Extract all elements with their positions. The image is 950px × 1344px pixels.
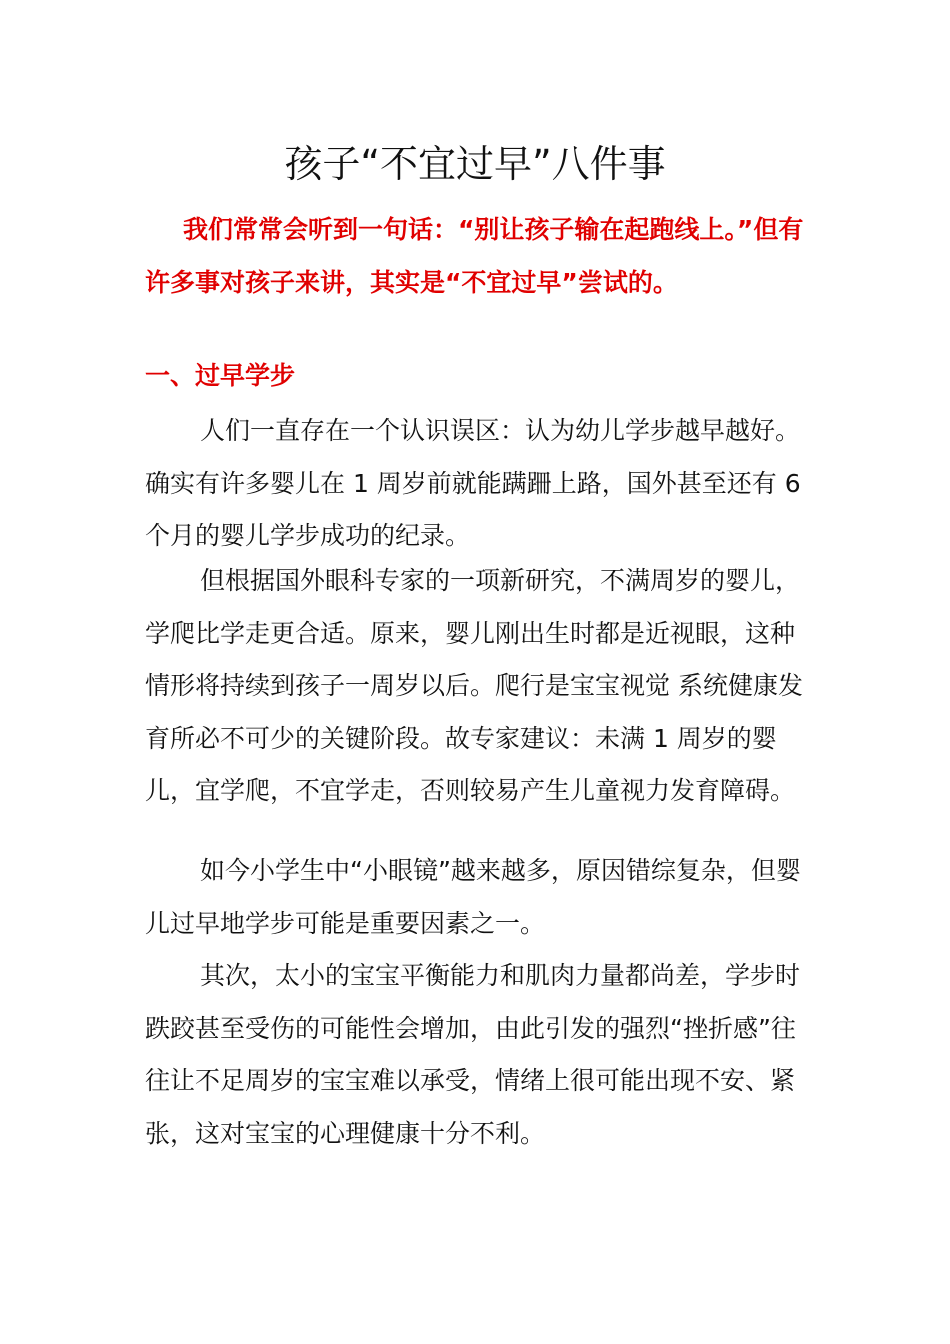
paragraph-text: 人们一直存在一个认识误区：认为幼儿学步越早越好。确实有许多婴儿在 1 周岁前就能蹒跚上路，国外甚至还有 6 个月的婴儿学步成功的纪录。 <box>145 416 801 550</box>
section-heading: 一、过早学步 <box>145 361 296 390</box>
paragraph-text: 如今小学生中“小眼镜”越来越多，原因错综复杂，但婴儿过早地学步可能是重要因素之一。 <box>145 856 801 938</box>
body-paragraph-2 <box>145 555 810 818</box>
body-paragraph-3 <box>145 845 810 950</box>
paragraph-text: 但根据国外眼科专家的一项新研究，不满周岁的婴儿，学爬比学走更合适。原来，婴儿刚出生时都是近视眼，这种情形将持续到孩子一周岁以后。爬行是宝宝视觉 系统健康发育所必不可少的关键阶段。故专家建议：未满 1 周岁的婴儿，宜学爬，不宜学走，否则较易产生儿童视力发育障碍。 <box>145 566 803 805</box>
paragraph-text: 其次，太小的宝宝平衡能力和肌肉力量都尚差，学步时跌跤甚至受伤的可能性会增加，由此引发的强烈“挫折感”往往让不足周岁的宝宝难以承受，情绪上很可能出现不安、紧张，这对宝宝的心理健康十分不利。 <box>145 961 801 1148</box>
document-title: 孩子“不宜过早”八件事 <box>284 142 666 186</box>
intro-paragraph <box>145 203 810 309</box>
body-paragraph-4 <box>145 950 810 1160</box>
intro-text: 我们常常会听到一句话：“别让孩子输在起跑线上。”但有许多事对孩子来讲，其实是“不宜过早”尝试的。 <box>145 215 804 297</box>
body-paragraph-1 <box>145 405 810 563</box>
